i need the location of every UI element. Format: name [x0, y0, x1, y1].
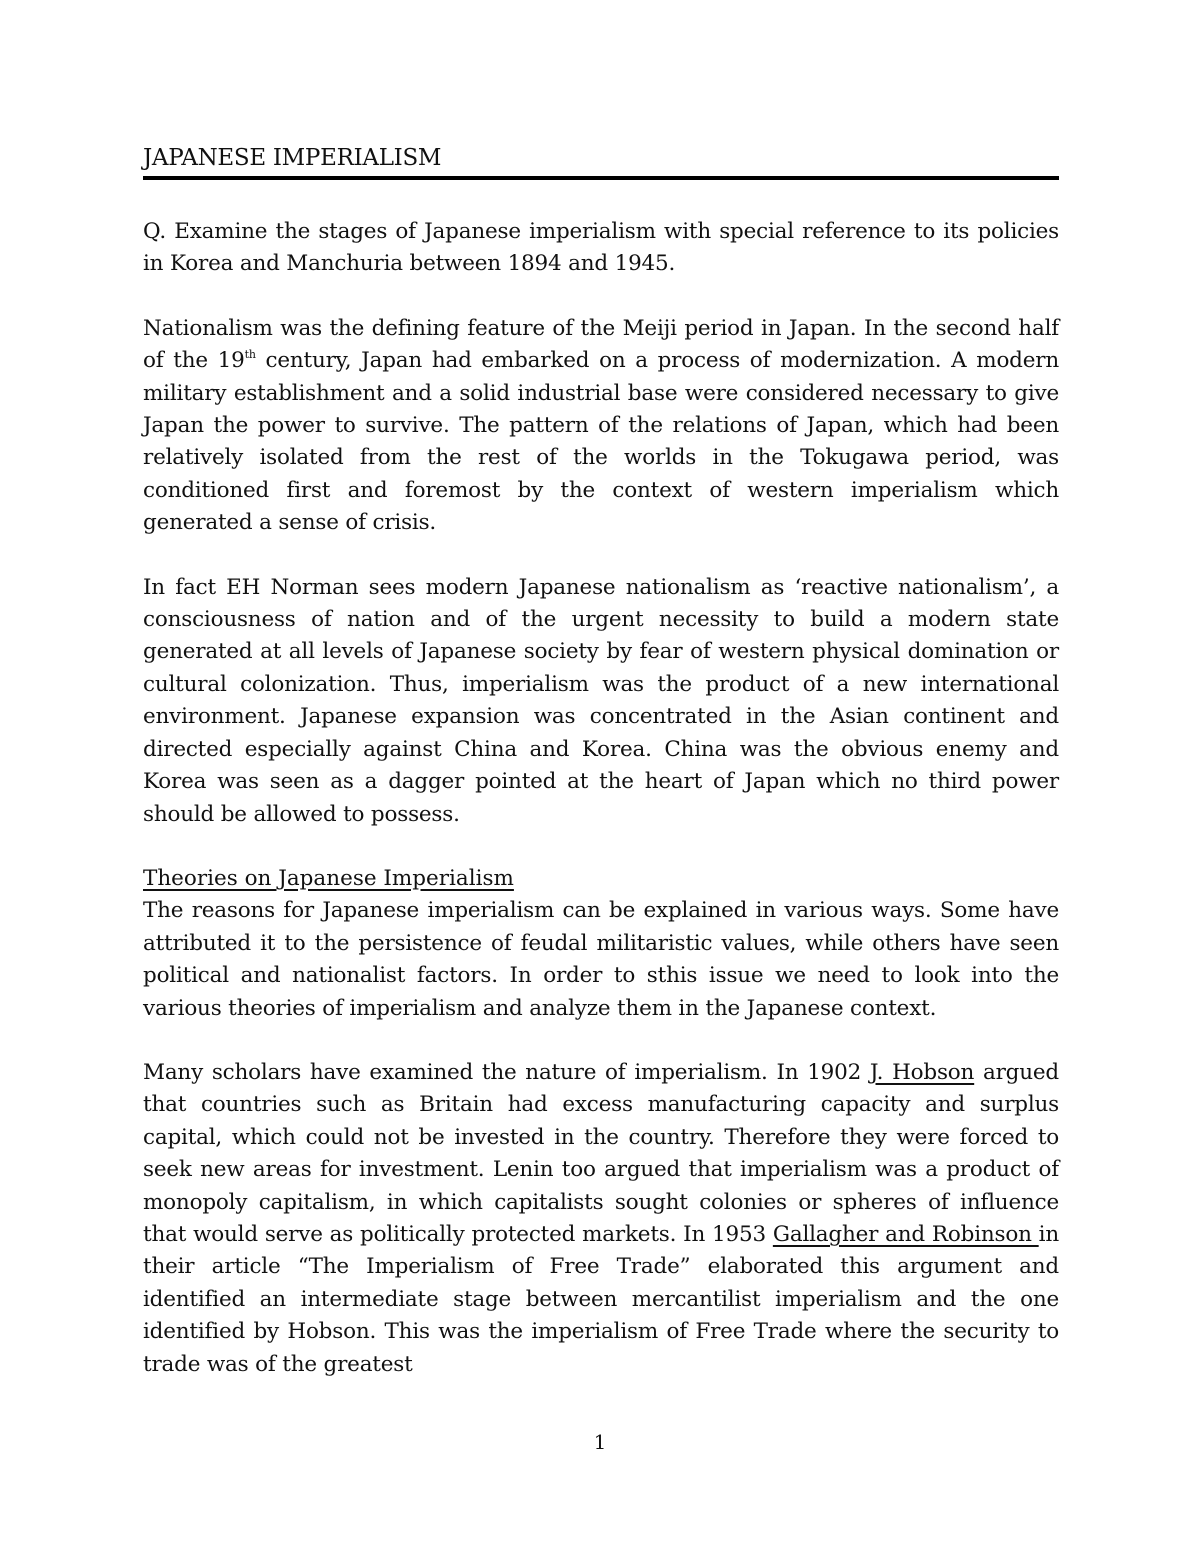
paragraph-reasons: The reasons for Japanese imperialism can be explained in various ways. Some have attributed it to the persistence of feudal militaristic values, while others have seen political and nationalist factors. In order to sthis issue we need to look into the various theories of imperialism and analyze them in the Japanese context.	[143, 898, 1059, 1021]
reference-gallagher-robinson: Gallagher and Robinson	[772, 1221, 1039, 1247]
question-paragraph: Q. Examine the stages of Japanese imperialism with special reference to its policies in Korea and Manchuria between 1894 and 1945.	[143, 219, 1059, 277]
paragraph-text: argued that countries such as Britain had excess manufacturing capacity and surplus capital, which could not be invested in the country. Therefore they were forced to seek new areas for investment. Lenin too argued that imperialism was a product of monopoly capitalism, in which capitalists sought colonies or spheres of influence that would serve as politically protected markets. In 1953	[143, 1059, 1059, 1247]
paragraph-nationalism	[143, 313, 1059, 540]
reference-hobson: J. Hobson	[869, 1059, 975, 1085]
document-page	[143, 140, 1059, 1381]
paragraph-scholars	[143, 1057, 1059, 1381]
paragraph-text: Many scholars have examined the nature of imperialism. In 1902	[143, 1059, 870, 1085]
paragraph-text: in their article “The Imperialism of Free Trade” elaborated this argument and identified an intermediate stage between mercantilist imperialism and the one identified by Hobson. This was the imperialism of Free Trade where the security to trade was of the greatest	[143, 1221, 1059, 1377]
document-title: JAPANESE IMPERIALISM	[143, 140, 1059, 180]
paragraph-norman: In fact EH Norman sees modern Japanese nationalism as ‘reactive nationalism’, a consciousness of nation and of the urgent necessity to build a modern state generated at all levels of Japanese society by fear of western physical domination or cultural colonization. Thus, imperialism was the product of a new international environment. Japanese expansion was concentrated in the Asian continent and directed especially against China and Korea. China was the obvious enemy and Korea was seen as a dagger pointed at the heart of Japan which no third power should be allowed to possess.	[143, 574, 1059, 827]
paragraph-text: Nationalism was the defining feature of the Meiji period in Japan. In the second half of the 19	[143, 315, 1059, 374]
paragraph-text: century, Japan had embarked on a process of modernization. A modern military establishment and a solid industrial base were considered necessary to give Japan the power to survive. The pattern of the relations of Japan, which had been relatively isolated from the rest of the worlds in the Tokugawa period, was conditioned first and foremost by the context of western imperialism which generated a sense of crisis.	[143, 348, 1059, 536]
page-number: 1	[593, 1430, 607, 1454]
superscript-th: th	[244, 348, 256, 362]
section-heading-theories: Theories on Japanese Imperialism	[143, 865, 514, 891]
